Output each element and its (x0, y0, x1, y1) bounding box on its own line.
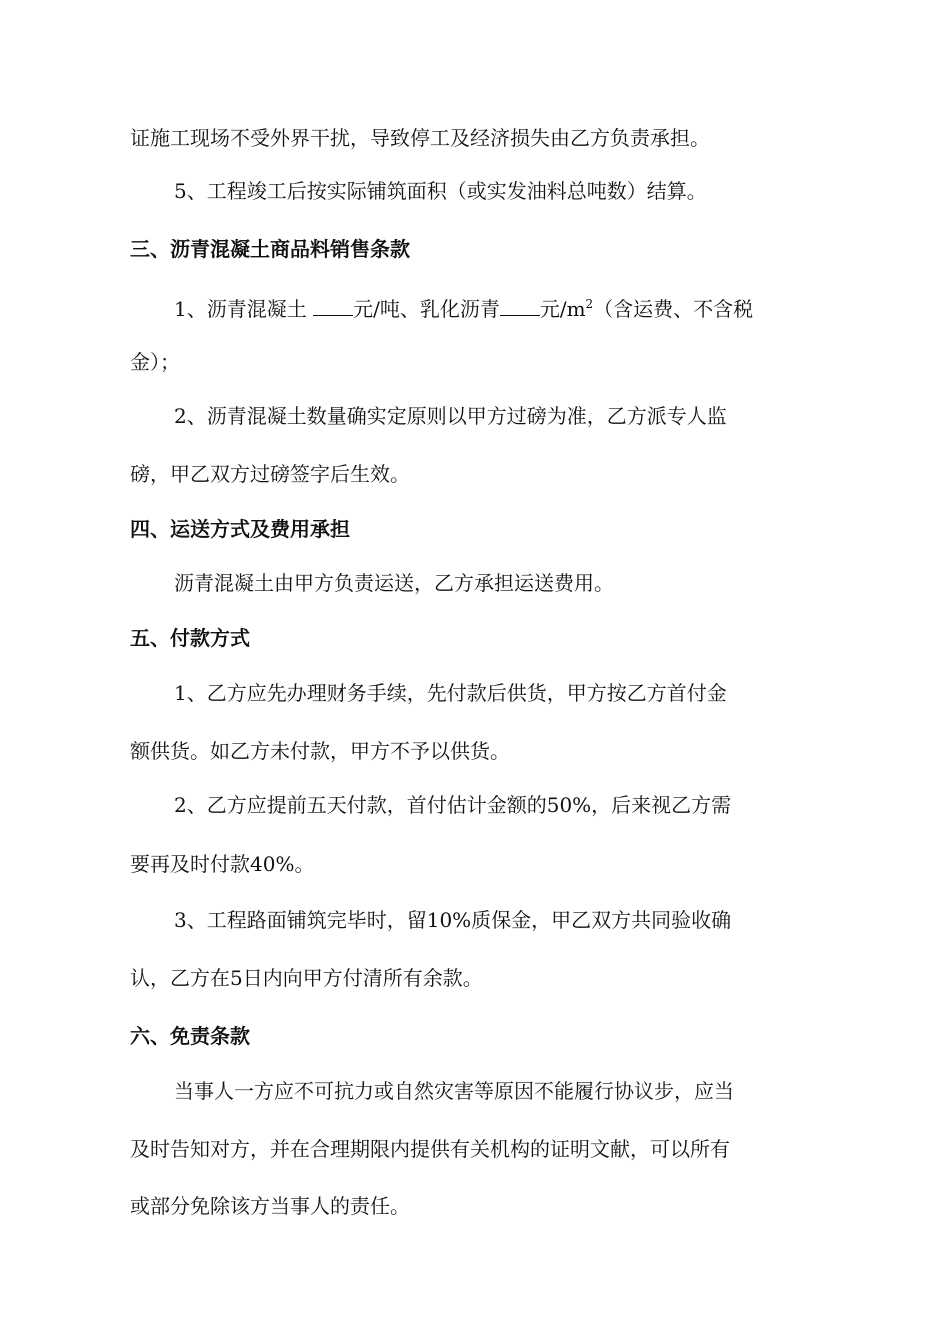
paragraph-line: 2、乙方应提前五天付款，首付估计金额的50%，后来视乙方需 (174, 793, 732, 817)
paragraph-line: 沥青混凝土由甲方负责运送，乙方承担运送费用。 (174, 571, 614, 595)
paragraph-line: 2、沥青混凝土数量确实定原则以甲方过磅为准，乙方派专人监 (174, 404, 727, 428)
paragraph-line: 或部分免除该方当事人的责任。 (130, 1194, 410, 1218)
paragraph-line: 认，乙方在5日内向甲方付清所有余款。 (130, 966, 483, 990)
price-clause-line (174, 290, 753, 323)
paragraph-line: 1、乙方应先办理财务手续，先付款后供货，甲方按乙方首付金 (174, 681, 727, 705)
paragraph-line: 额供货。如乙方未付款，甲方不予以供货。 (130, 739, 510, 763)
paragraph-line: 金）； (130, 350, 180, 374)
blank-price-emulsion (500, 297, 540, 316)
clause-text: 1、沥青混凝土 (174, 297, 307, 321)
section-heading-3: 三、沥青混凝土商品料销售条款 (130, 237, 410, 261)
blank-price-asphalt (313, 297, 353, 316)
section-heading-5: 五、付款方式 (130, 626, 250, 650)
paragraph-line: 5、工程竣工后按实际铺筑面积（或实发油料总吨数）结算。 (174, 179, 707, 203)
paragraph-line: 及时告知对方，并在合理期限内提供有关机构的证明文献，可以所有 (130, 1137, 730, 1161)
paragraph-line: 3、工程路面铺筑完毕时，留10%质保金，甲乙双方共同验收确 (174, 908, 732, 932)
clause-text: 元/m (539, 297, 586, 321)
paragraph-line: 磅，甲乙双方过磅签字后生效。 (130, 462, 410, 486)
section-heading-6: 六、免责条款 (130, 1024, 250, 1048)
paragraph-line: 当事人一方应不可抗力或自然灾害等原因不能履行协议步，应当 (174, 1079, 734, 1103)
paragraph-line: 要再及时付款40%。 (130, 852, 315, 876)
clause-text: （含运费、不含税 (593, 297, 754, 321)
superscript: 2 (585, 297, 594, 311)
section-heading-4: 四、运送方式及费用承担 (130, 517, 350, 541)
paragraph-line: 证施工现场不受外界干扰，导致停工及经济损失由乙方负责承担。 (130, 126, 710, 150)
clause-text: 元/吨、乳化沥青 (353, 297, 500, 321)
